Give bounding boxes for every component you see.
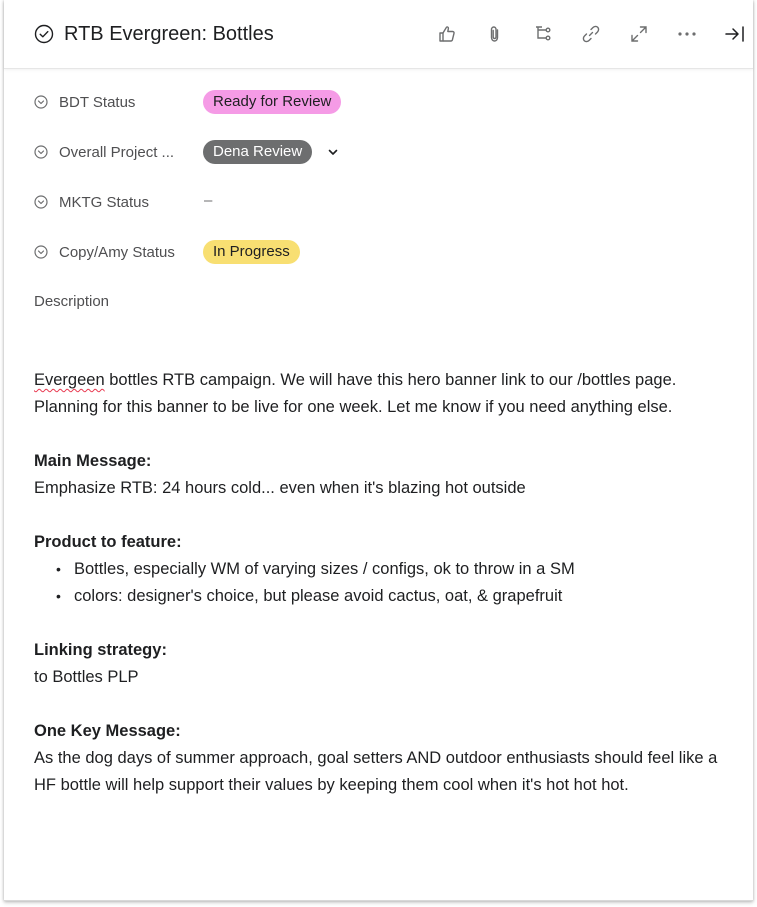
misspelled-word: Evergeen [34,371,105,389]
section-heading: One Key Message: [34,722,181,740]
dropdown-field-icon [34,95,48,109]
field-bdt-status [4,82,753,122]
link-icon[interactable] [577,20,605,48]
section-heading: Product to feature: [34,533,182,551]
task-header [4,0,753,69]
bullet-list [34,556,724,610]
status-badge[interactable]: In Progress [203,240,300,264]
section-heading: Linking strategy: [34,641,167,659]
field-label: MKTG Status [59,194,150,211]
field-overall-project [4,132,753,172]
field-label: BDT Status [59,94,136,111]
field-mktg-status [4,182,753,222]
empty-value[interactable]: – [204,192,213,209]
product-section [34,529,724,610]
description-editor[interactable] [34,367,724,799]
status-badge[interactable]: Ready for Review [203,90,341,114]
dropdown-field-icon [34,145,48,159]
section-heading: Main Message: [34,452,152,470]
close-panel-icon[interactable] [721,20,749,48]
more-icon[interactable] [673,20,701,48]
section-text: to Bottles PLP [34,668,139,686]
section-text: As the dog days of summer approach, goal setters AND outdoor enthusiasts should feel like a HF bottle will help support their values by keeping them cool when it's hot hot hot. [34,749,718,794]
linking-section [34,637,724,691]
chevron-down-icon[interactable] [326,145,340,159]
description-label: Description [34,293,110,310]
task-title[interactable]: RTB Evergreen: Bottles [64,23,274,45]
description-intro: Evergeen bottles RTB campaign. We will have this hero banner link to our /bottles page. Planning for this banner to be live for one week. Let me know if you need anything else. [34,371,677,416]
field-copy-amy-status [4,232,753,272]
mark-complete-check-icon[interactable] [34,24,54,44]
status-badge[interactable]: Dena Review [203,140,312,164]
expand-icon[interactable] [625,20,653,48]
section-text: Emphasize RTB: 24 hours cold... even when it's blazing hot outside [34,479,526,497]
list-item: • colors: designer's choice, but please avoid cactus, oat, & grapefruit [54,583,724,610]
thumbs-up-icon[interactable] [433,20,461,48]
field-label: Overall Project ... [59,144,175,161]
key-message-section [34,718,724,799]
dropdown-field-icon [34,245,48,259]
subtask-icon[interactable] [529,20,557,48]
list-item: • Bottles, especially WM of varying sizes / configs, ok to throw in a SM [54,556,724,583]
main-message-section [34,448,724,502]
dropdown-field-icon [34,195,48,209]
task-detail-panel [4,0,753,901]
field-label: Copy/Amy Status [59,244,175,261]
paperclip-icon[interactable] [481,20,509,48]
